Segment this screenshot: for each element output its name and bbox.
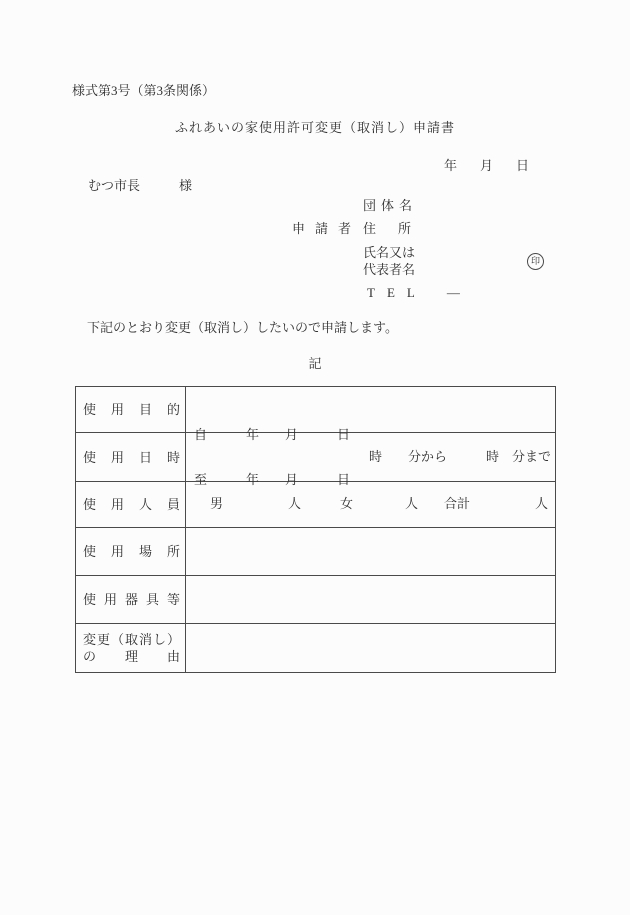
name-or-representative-label — [363, 244, 415, 278]
address-label: 住所 — [363, 221, 434, 236]
cell-usage-headcount — [186, 482, 555, 527]
tel-separator-dash: ― — [446, 285, 460, 300]
headcount-text: 男 人 女 人 合計 人 — [210, 496, 549, 512]
table-row-usage-datetime — [76, 427, 555, 487]
name-label-line2: 代表者名 — [363, 262, 416, 277]
name-label-line1: 氏名又は — [363, 245, 416, 260]
cell-usage-datetime — [186, 427, 555, 487]
date-line — [444, 159, 529, 174]
day-label: 日 — [516, 158, 530, 173]
seal-mark-icon: 印 — [527, 253, 544, 270]
tel-label: TEL — [367, 285, 427, 300]
application-details-table — [75, 386, 556, 673]
table-row-usage-place — [76, 528, 555, 576]
row-label-usage-datetime: 使用日時 — [76, 433, 186, 481]
body-sentence: 下記のとおり変更（取消し）したいので申請します。 — [87, 320, 398, 335]
addressee-name: むつ市長 — [88, 178, 141, 193]
tel-line — [367, 286, 460, 301]
addressee-honorific: 様 — [179, 178, 193, 193]
page-title: ふれあいの家使用許可変更（取消し）申請書 — [174, 120, 455, 135]
applicant-label: 申請者 — [292, 221, 362, 236]
cell-equipment — [186, 576, 555, 623]
row-label-change-reason: 変更（取消し） の理由 — [76, 624, 186, 672]
cell-change-reason — [186, 624, 555, 672]
month-label: 月 — [480, 158, 494, 173]
datetime-to-line: 至 年 月 日 — [194, 472, 351, 487]
form-number: 様式第3号（第3条関係） — [72, 83, 216, 98]
datetime-time-range: 時 分から 時 分まで — [369, 448, 552, 464]
addressee-line — [88, 179, 192, 194]
table-row-usage-headcount — [76, 482, 555, 528]
table-row-equipment — [76, 576, 555, 624]
table-row-change-reason — [76, 624, 555, 672]
year-label: 年 — [444, 158, 458, 173]
row-label-usage-purpose: 使用目的 — [76, 387, 186, 432]
row-label-usage-headcount: 使用人員 — [76, 482, 186, 527]
section-heading-ki: 記 — [308, 356, 322, 371]
cell-usage-place — [186, 528, 555, 575]
row-label-usage-place: 使用場所 — [76, 528, 186, 575]
datetime-from-line: 自 年 月 日 — [194, 427, 351, 442]
row-label-equipment: 使用器具等 — [76, 576, 186, 623]
organization-name-label: 団体名 — [363, 198, 418, 213]
